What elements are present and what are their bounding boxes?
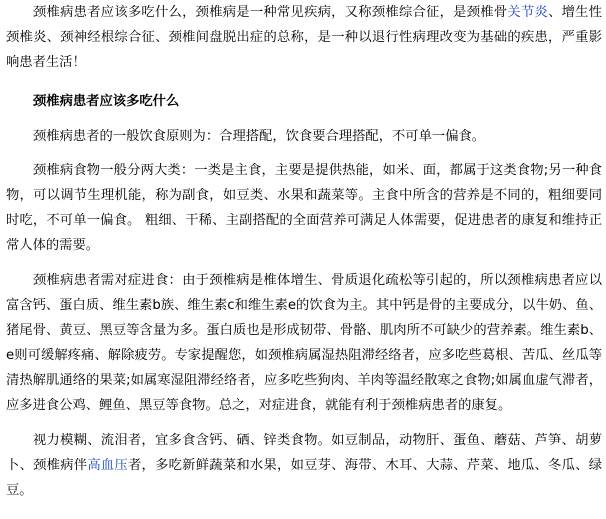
principle-paragraph: 颈椎病患者的一般饮食原则为：合理搭配，饮食要合理搭配，不可单一偏食。 — [33, 129, 486, 144]
intro-text-2: 、增生性颈椎炎、颈神经根综合征、颈椎间盘脱出症的总称，是一种以退行性病理改变为基础的疾患，严重影响患者生活！ — [6, 5, 603, 70]
vision-paragraph — [6, 428, 602, 503]
vision-text-2: 者，多吃新鲜蔬菜和水果，如豆芽、海带、木耳、大蒜、芹菜、地瓜、冬瓜、绿豆。 — [6, 458, 603, 498]
categories-paragraph: 颈椎病食物一般分两大类：一类是主食，主要是提供热能，如米、面，都属于这类食物;另一种食物，可以调节生理机能，称为副食，如豆类、水果和蔬菜等。主食中所含的营养是不同的，粗细要同时吃，不可单一偏食。 粗细、干稀、主副搭配的全面营养可满足人体需要，促进患者的康复和维持正常人体的需要。 — [6, 163, 602, 253]
intro-paragraph — [6, 0, 602, 75]
link-arthritis[interactable]: 关节炎 — [507, 5, 549, 20]
vision-text-1: 视力模糊、流泪者，宜多食含钙、硒、锌类食物。如豆制品，动物肝、蛋鱼、蘑菇、芦笋、胡萝卜、颈椎病伴 — [6, 433, 602, 473]
symptoms-paragraph: 颈椎病患者需对症进食：由于颈椎病是椎体增生、骨质退化疏松等引起的，所以颈椎病患者应以富含钙、蛋白质、维生素b族、维生素c和维生素e的饮食为主。其中钙是骨的主要成分，以牛奶、鱼、猪尾骨、黄豆、黑豆等含量为多。蛋白质也是形成韧带、骨骼、肌肉所不可缺少的营养素。维生素b、e则可缓解疼痛、解除疲劳。专家提醒您，如颈椎病属湿热阻滞经络者，应多吃些葛根、苦瓜、丝瓜等清热解肌通络的果菜;如属寒湿阻滞经络者，应多吃些狗肉、羊肉等温经散寒之食物;如属血虚气滞者，应多进食公鸡、鲤鱼、黑豆等食物。总之，对症进食，就能有利于颈椎病患者的康复。 — [6, 273, 602, 413]
section-heading: 颈椎病患者应该多吃什么 — [33, 94, 180, 109]
intro-text-1: 颈椎病患者应该多吃什么，颈椎病是一种常见疾病，又称颈椎综合征，是颈椎骨 — [33, 5, 508, 20]
link-hypertension[interactable]: 高血压 — [87, 458, 128, 473]
